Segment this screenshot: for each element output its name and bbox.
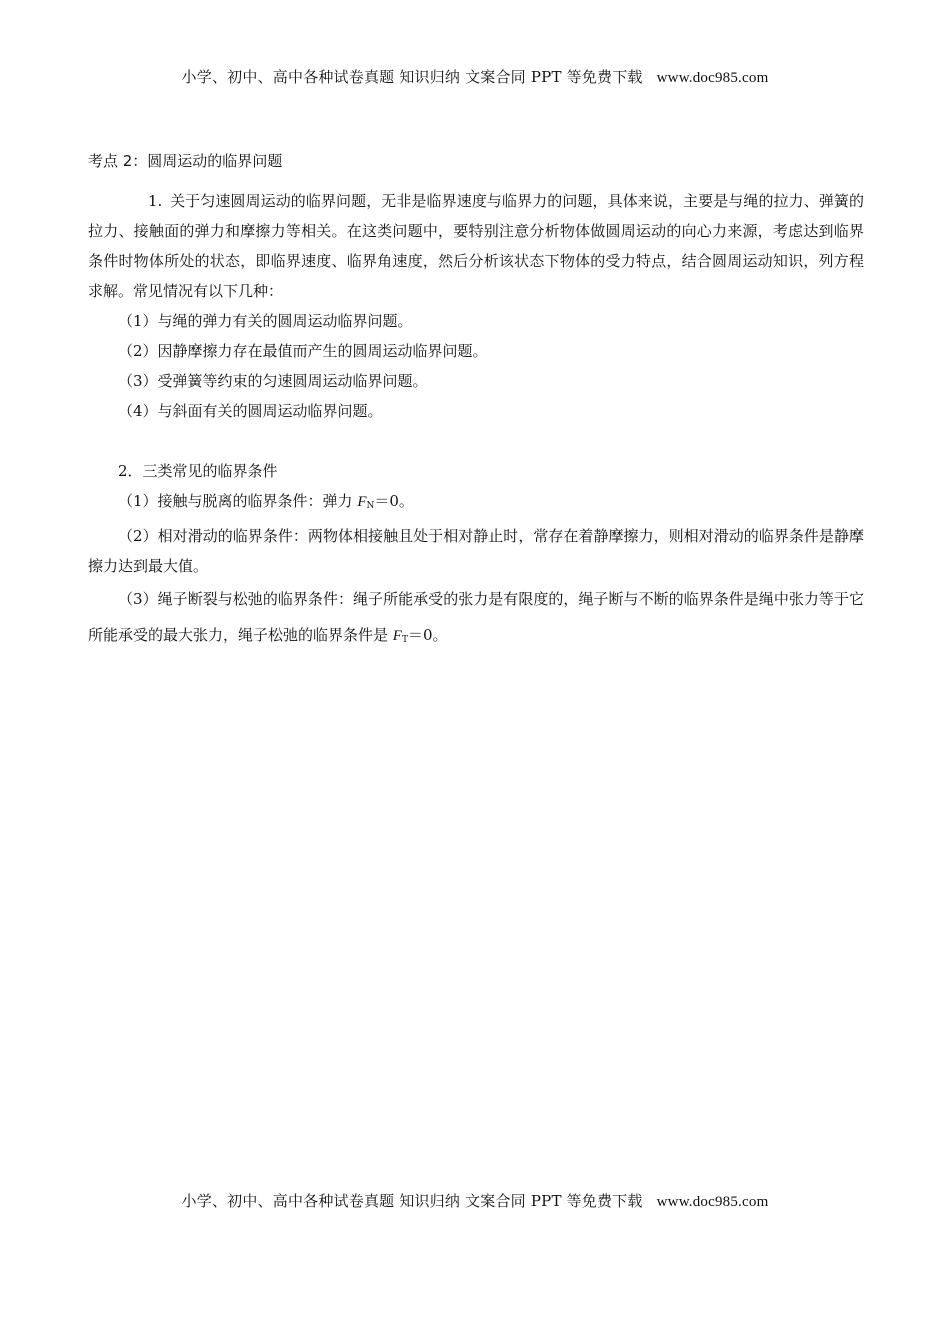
paragraph-1-text: 关于匀速圆周运动的临界问题，无非是临界速度与临界力的问题，具体来说，主要是与绳的拉力、弹簧的拉力、接触面的弹力和摩擦力等相关。在这类问题中，要特别注意分析物体做圆周运动的向心力来源，考虑达到临界条件时物体所处的状态，即临界速度、临界角速度，然后分析该状态下物体的受力特点，结合圆周运动知识，列方程求解。常见情况有以下几种： [88,192,864,300]
list-item: （2）因静摩擦力存在最值而产生的圆周运动临界问题。 [118,342,488,360]
condition-3-text: （3）绳子断裂与松弛的临界条件：绳子所能承受的张力是有限度的，绳子断与不断的临界条件是绳中张力等于它所能承受的最大张力，绳子松弛的临界条件是 [88,590,864,644]
header-text: 小学、初中、高中各种试卷真题 知识归纳 文案合同 PPT 等免费下载 [181,68,643,86]
condition-2: （2）相对滑动的临界条件：两物体相接触且处于相对静止时，常存在着静摩擦力，则相对滑动的临界条件是静摩擦力达到最大值。 [88,527,864,575]
condition-1-tail: ＝0。 [374,492,414,510]
document-body [88,146,864,658]
list-item: （4）与斜面有关的圆周运动临界问题。 [118,402,383,420]
force-subscript: T [401,635,408,645]
footer-site-link[interactable]: www.doc985.com [656,1194,769,1210]
page-footer [0,1190,950,1211]
condition-3-tail: ＝0。 [407,626,448,644]
paragraph-1 [88,186,864,306]
force-subscript: N [366,501,375,511]
condition-1 [88,486,864,521]
paragraph-2-title: 2．三类常见的临界条件 [118,462,278,480]
force-symbol: F [357,494,367,510]
list-item: （1）与绳的弹力有关的圆周运动临界问题。 [118,312,413,330]
section-title: 考点 2：圆周运动的临界问题 [88,152,283,170]
force-symbol: F [392,628,402,644]
list-item: （3）受弹簧等约束的匀速圆周运动临界问题。 [118,372,428,390]
page-header [0,66,950,87]
footer-text: 小学、初中、高中各种试卷真题 知识归纳 文案合同 PPT 等免费下载 [181,1192,643,1210]
header-site-link[interactable]: www.doc985.com [656,70,769,86]
paragraph-1-number: 1. [148,192,163,210]
spacer [88,426,864,456]
condition-3 [88,581,864,658]
condition-1-text: （1）接触与脱离的临界条件：弹力 [118,492,358,510]
